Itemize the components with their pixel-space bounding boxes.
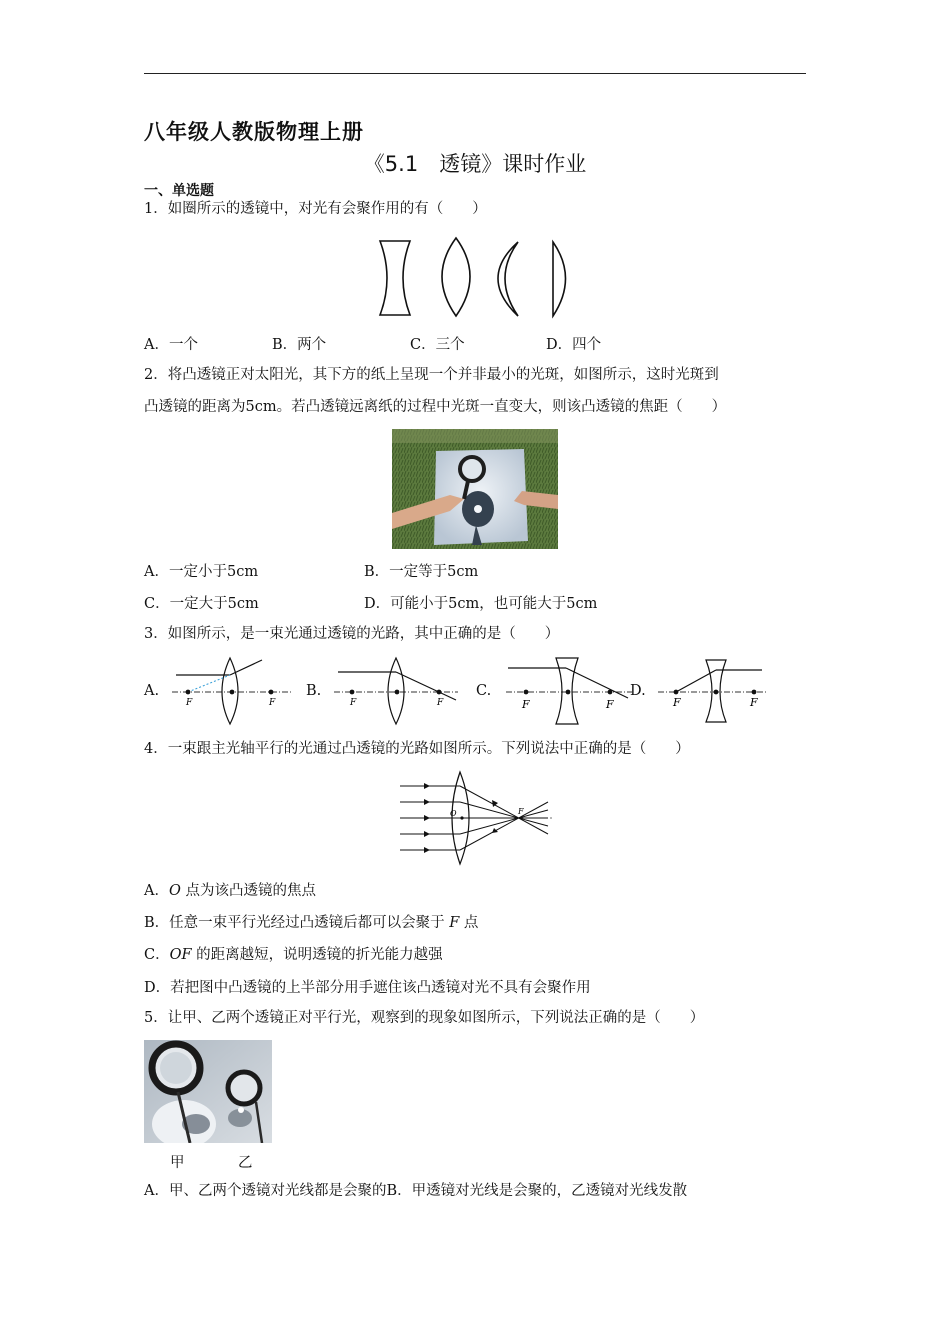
meniscus-lens-icon — [498, 242, 518, 316]
q3-diagram-a — [170, 654, 295, 726]
focus-label: F — [673, 696, 681, 709]
q3-label-d: D. — [630, 683, 646, 699]
q2-stem-line2: 凸透镜的距离为5cm。若凸透镜远离纸的过程中光斑一直变大，则该凸透镜的焦距（ ） — [144, 399, 727, 415]
header-rule — [144, 73, 806, 74]
q4-option-d: D．若把图中凸透镜的上半部分用手遮住该凸透镜对光不具有会聚作用 — [144, 980, 591, 996]
q5-label-yi: 乙 — [238, 1155, 253, 1171]
focus-label: F — [606, 698, 614, 711]
doc-title: 八年级人教版物理上册 — [144, 120, 364, 144]
q5-stem: 5．让甲、乙两个透镜正对平行光，观察到的现象如图所示，下列说法正确的是（ ） — [144, 1010, 705, 1026]
focus-label: F — [437, 698, 444, 708]
q3-diagram-b — [332, 654, 462, 726]
q2-option-c: C．一定大于5cm — [144, 596, 259, 612]
biconvex-lens-icon — [442, 238, 470, 316]
q2-option-d: D．可能小于5cm，也可能大于5cm — [364, 596, 598, 612]
focus-label: F — [522, 698, 530, 711]
q3-stem: 3．如图所示，是一束光通过透镜的光路，其中正确的是（ ） — [144, 626, 560, 642]
concave-lens-icon — [380, 241, 410, 315]
q1-stem: 1．如圈所示的透镜中，对光有会聚作用的有（ ） — [144, 201, 487, 217]
q4-stem: 4．一束跟主光轴平行的光通过凸透镜的光路如图所示。下列说法中正确的是（ ） — [144, 741, 690, 757]
focus-label: F — [186, 698, 193, 708]
q4-convergence-figure — [398, 770, 554, 866]
section-heading: 一、单选题 — [144, 183, 214, 199]
q4-option-a: A．O 点为该凸透镜的焦点 — [144, 883, 316, 899]
q1-lens-figure — [370, 236, 580, 320]
q5-label-jia: 甲 — [170, 1155, 185, 1171]
q1-option-a: A．一个 — [144, 337, 198, 353]
focus-label: F — [518, 807, 524, 816]
focus-label: F — [750, 696, 758, 709]
plano-convex-lens-icon — [553, 242, 566, 316]
q3-diagram-c — [504, 654, 634, 728]
optical-center-label: O — [450, 809, 457, 818]
q2-option-a: A．一定小于5cm — [144, 564, 259, 580]
q3-label-b: B. — [306, 683, 322, 699]
q1-option-b: B．两个 — [272, 337, 327, 353]
q4-option-c: C．OF 的距离越短，说明透镜的折光能力越强 — [144, 947, 443, 963]
q3-diagram-d — [656, 654, 770, 728]
q5-lenses-photo — [144, 1040, 272, 1143]
q1-option-c: C．三个 — [410, 337, 465, 353]
q3-label-c: C. — [476, 683, 492, 699]
doc-subtitle: 《5.1 透镜》课时作业 — [363, 152, 587, 176]
q2-stem-line1: 2．将凸透镜正对太阳光，其下方的纸上呈现一个并非最小的光斑，如图所示，这时光斑到 — [144, 367, 719, 383]
q5-options-ab: A．甲、乙两个透镜对光线都是会聚的B．甲透镜对光线是会聚的，乙透镜对光线发散 — [144, 1183, 688, 1199]
q2-magnifier-photo — [392, 429, 558, 549]
focus-label: F — [350, 698, 357, 708]
q1-option-d: D．四个 — [546, 337, 602, 353]
q4-option-b: B．任意一束平行光经过凸透镜后都可以会聚于 F 点 — [144, 915, 479, 931]
q2-option-b: B．一定等于5cm — [364, 564, 479, 580]
q3-label-a: A. — [144, 683, 160, 699]
focus-label: F — [269, 698, 276, 708]
